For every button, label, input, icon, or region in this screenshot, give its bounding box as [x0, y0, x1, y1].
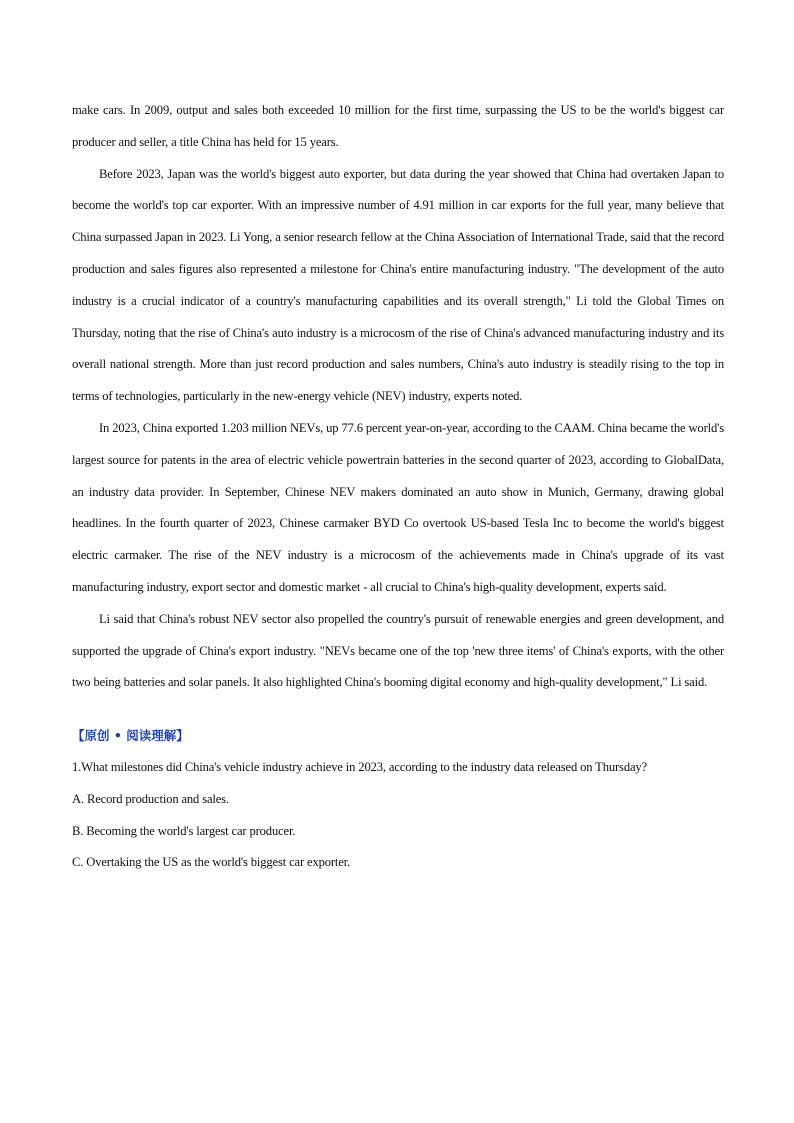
- paragraph-1: make cars. In 2009, output and sales both exceeded 10 million for the first time, surpassing the US to be the world's biggest car producer and seller, a title China has held for 15 years.: [72, 103, 724, 149]
- paragraph-3: In 2023, China exported 1.203 million NEVs, up 77.6 percent year-on-year, according to the CAAM. China became the world's largest source for patents in the area of electric vehicle powertrain batteries in the second quarter of 2023, according to GlobalData, an industry data provider. In September, Chinese NEV makers dominated an auto show in Munich, Germany, drawing global headlines. In the fourth quarter of 2023, Chinese carmaker BYD Co overtook US-based Tesla Inc to become the world's biggest electric carmaker. The rise of the NEV industry is a microcosm of the achievements made in China's upgrade of its vast manufacturing industry, export sector and domestic market - all crucial to China's high-quality development, experts said.: [72, 420, 724, 594]
- paragraph-2: Before 2023, Japan was the world's biggest auto exporter, but data during the year showed that China had overtaken Japan to become the world's top car exporter. With an impressive number of 4.91 million in car exports for the full year, many believe that China surpassed Japan in 2023. Li Yong, a senior research fellow at the China Association of International Trade, said that the record production and sales figures also represented a milestone for China's entire manufacturing industry. "The development of the auto industry is a crucial indicator of a country's manufacturing capabilities and its overall strength," Li told the Global Times on Thursday, noting that the rise of China's auto industry is a microcosm of the rise of China's advanced manufacturing industry and its overall national strength. More than just record production and sales numbers, China's auto industry is steadily rising to the top in terms of technologies, particularly in the new-energy vehicle (NEV) industry, experts noted.: [72, 166, 724, 404]
- document-page: [72, 95, 724, 879]
- question-1-option-c: C. Overtaking the US as the world's biggest car exporter.: [72, 855, 351, 870]
- question-1-option-a: A. Record production and sales.: [72, 791, 229, 806]
- question-1-stem: 1.What milestones did China's vehicle industry achieve in 2023, according to the industry data released on Thursday?: [72, 759, 647, 774]
- paragraph-4: Li said that China's robust NEV sector also propelled the country's pursuit of renewable energies and green development, and supported the upgrade of China's export industry. "NEVs became one of the top 'new three items' of China's exports, with the other two being batteries and solar panels. It also highlighted China's booming digital economy and high-quality development," Li said.: [72, 611, 724, 690]
- question-1-option-b: B. Becoming the world's largest car producer.: [72, 823, 296, 838]
- section-heading: 【原创 • 阅读理解】: [72, 728, 189, 744]
